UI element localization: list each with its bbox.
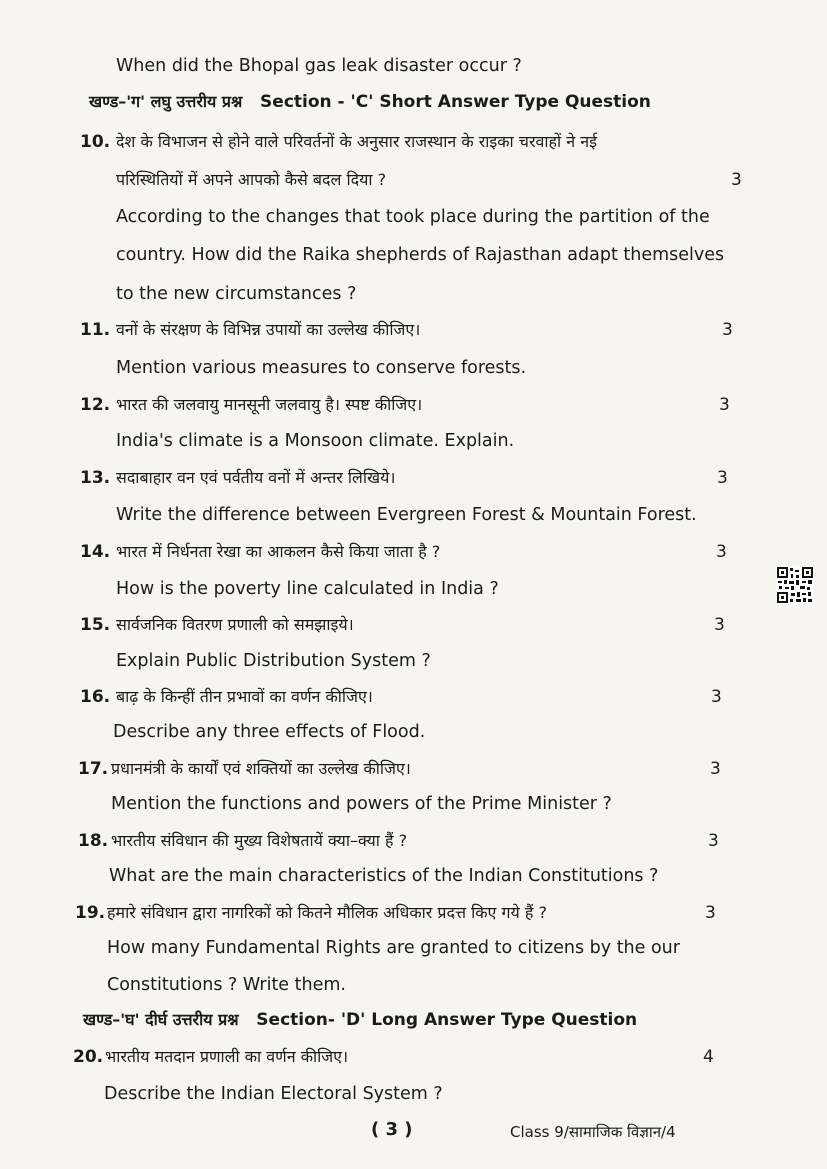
question-14-english: How is the poverty line calculated in India ? <box>116 579 499 599</box>
question-10-english-line3: to the new circumstances ? <box>116 284 357 304</box>
question-marks: 3 <box>705 903 716 923</box>
question-number: 13. <box>80 468 111 488</box>
question-marks: 3 <box>717 468 728 488</box>
question-11-english: Mention various measures to conserve forests. <box>116 358 527 378</box>
question-15-hindi: सार्वजनिक वितरण प्रणाली को समझाइये। <box>116 615 354 634</box>
section-d-hindi: खण्ड–'घ' दीर्घ उत्तरीय प्रश्न <box>83 1010 239 1029</box>
question-19-english-line1: How many Fundamental Rights are granted to citizens by the our <box>107 938 680 958</box>
page-number: ( 3 ) <box>371 1119 413 1140</box>
question-19-english-line2: Constitutions ? Write them. <box>107 975 346 995</box>
question-17-english: Mention the functions and powers of the Prime Minister ? <box>111 794 612 814</box>
question-number: 12. <box>80 395 111 415</box>
question-20-english: Describe the Indian Electoral System ? <box>104 1084 443 1104</box>
question-marks: 3 <box>710 759 721 779</box>
section-c-heading <box>89 91 651 113</box>
question-17-hindi: प्रधानमंत्री के कार्यों एवं शक्तियों का उल्लेख कीजिए। <box>111 759 411 778</box>
question-19-hindi: हमारे संविधान द्वारा नागरिकों को कितने मौलिक अधिकार प्रदत्त किए गये हैं ? <box>107 903 547 922</box>
question-13-hindi: सदाबाहार वन एवं पर्वतीय वनों में अन्तर लिखिये। <box>116 468 396 487</box>
question-marks: 3 <box>708 831 719 851</box>
question-10-english-line1: According to the changes that took place during the partition of the <box>116 207 710 227</box>
class-code: Class 9/सामाजिक विज्ञान/4 <box>510 1123 676 1141</box>
question-marks: 3 <box>716 542 727 562</box>
section-d-english: Section- 'D' Long Answer Type Question <box>256 1010 638 1030</box>
question-16-hindi: बाढ़ के किन्हीं तीन प्रभावों का वर्णन कीजिए। <box>116 687 373 706</box>
question-16-english: Describe any three effects of Flood. <box>113 722 426 742</box>
section-d-heading <box>83 1009 637 1031</box>
question-13-english: Write the difference between Evergreen Forest & Mountain Forest. <box>116 505 697 525</box>
question-10-hindi-line2: परिस्थितियों में अपने आपको कैसे बदल दिया ? <box>116 170 387 189</box>
question-number: 11. <box>80 320 111 340</box>
section-c-english: Section - 'C' Short Answer Type Question <box>260 92 651 112</box>
question-18-english: What are the main characteristics of the Indian Constitutions ? <box>109 866 659 886</box>
question-10-hindi-line1: देश के विभाजन से होने वाले परिवर्तनों के अनुसार राजस्थान के राइका चरवाहों ने नई <box>116 132 597 151</box>
question-12-hindi: भारत की जलवायु मानसूनी जलवायु है। स्पष्ट कीजिए। <box>116 395 423 414</box>
question-10-english-line2: country. How did the Raika shepherds of Rajasthan adapt themselves <box>116 245 725 265</box>
question-15-english: Explain Public Distribution System ? <box>116 651 431 671</box>
question-marks: 3 <box>714 615 725 635</box>
question-marks: 3 <box>731 170 742 190</box>
question-20-hindi: भारतीय मतदान प्रणाली का वर्णन कीजिए। <box>105 1047 349 1066</box>
question-number: 17. <box>78 759 109 779</box>
section-c-hindi: खण्ड–'ग' लघु उत्तरीय प्रश्न <box>89 92 243 111</box>
question-number: 20. <box>73 1047 104 1067</box>
question-number: 14. <box>80 542 111 562</box>
question-number: 18. <box>78 831 109 851</box>
question-14-hindi: भारत में निर्धनता रेखा का आकलन कैसे किया जाता है ? <box>116 542 441 561</box>
qr-code-icon <box>776 566 814 604</box>
question-11-hindi: वनों के संरक्षण के विभिन्न उपायों का उल्लेख कीजिए। <box>116 320 421 339</box>
question-number: 16. <box>80 687 111 707</box>
question-number: 10. <box>80 132 111 152</box>
question-marks: 3 <box>722 320 733 340</box>
question-marks: 3 <box>711 687 722 707</box>
question-18-hindi: भारतीय संविधान की मुख्य विशेषतायें क्या–क्या हैं ? <box>111 831 408 850</box>
question-number: 19. <box>75 903 106 923</box>
question-marks: 4 <box>703 1047 714 1067</box>
question-9-english: When did the Bhopal gas leak disaster occur ? <box>116 56 522 76</box>
question-number: 15. <box>80 615 111 635</box>
question-12-english: India's climate is a Monsoon climate. Explain. <box>116 431 515 451</box>
question-marks: 3 <box>719 395 730 415</box>
